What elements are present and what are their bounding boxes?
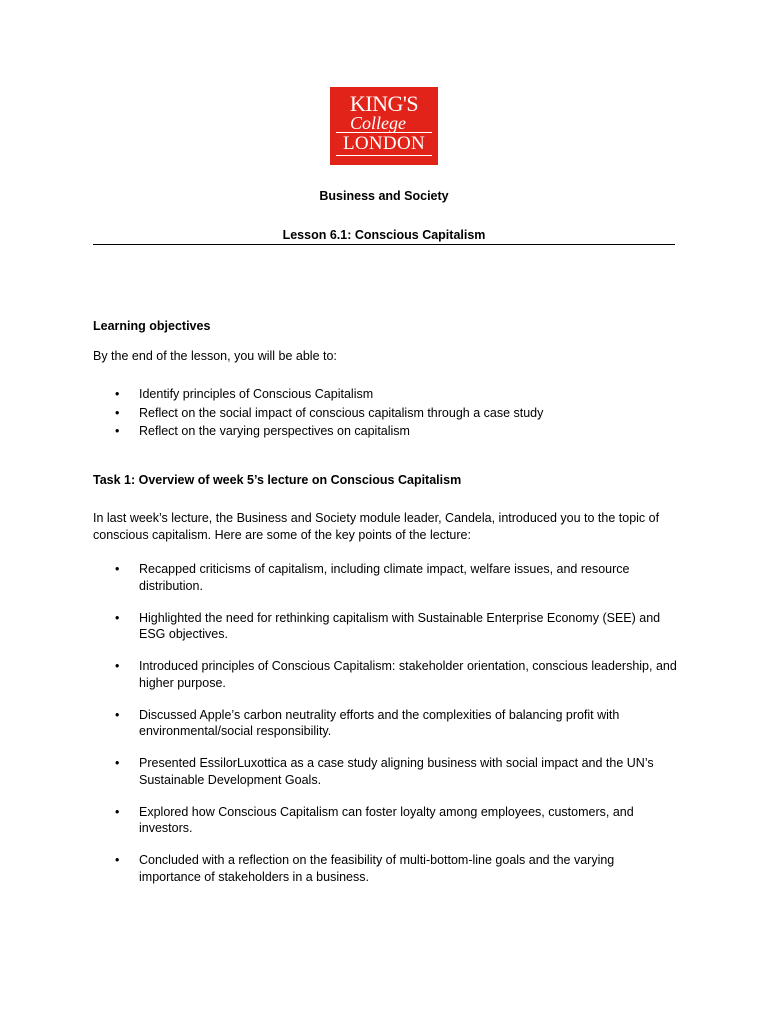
list-item — [93, 707, 678, 740]
bullet-icon: • — [115, 562, 120, 576]
list-item — [93, 422, 678, 441]
list-item — [93, 755, 678, 788]
list-item-text: Recapped criticisms of capitalism, including climate impact, welfare issues, and resource distribution. — [139, 562, 630, 593]
logo-text — [336, 93, 432, 159]
list-item-text: Presented EssilorLuxottica as a case study aligning business with social impact and the UN’s Sustainable Development Goals. — [139, 756, 654, 787]
logo-line-london: LONDON — [336, 132, 432, 156]
list-item-text: Explored how Conscious Capitalism can foster loyalty among employees, customers, and investors. — [139, 804, 634, 835]
list-item — [93, 561, 678, 594]
learning-objectives-list — [93, 385, 678, 441]
learning-objectives-intro: By the end of the lesson, you will be able to: — [93, 349, 337, 363]
task1-heading: Task 1: Overview of week 5’s lecture on Conscious Capitalism — [93, 473, 462, 487]
title-divider — [93, 244, 675, 245]
bullet-icon: • — [115, 610, 120, 625]
list-item-text: Highlighted the need for rethinking capitalism with Sustainable Enterprise Economy (SEE) and ESG objectives. — [139, 610, 661, 641]
bullet-icon: • — [115, 853, 120, 867]
list-item-text: Reflect on the varying perspectives on capitalism — [139, 424, 410, 438]
task1-intro: In last week’s lecture, the Business and Society module leader, Candela, introduced you to the topic of conscious capitalism. Here are some of the key points of the lecture: — [93, 511, 660, 542]
logo-line-college: College — [350, 113, 406, 133]
lecture-key-points-list — [93, 561, 678, 901]
bullet-icon: • — [115, 424, 120, 438]
list-item-text: Concluded with a reflection on the feasibility of multi-bottom-line goals and the varying importance of stakeholders in a business. — [139, 853, 615, 884]
list-item — [93, 404, 678, 423]
bullet-icon: • — [115, 707, 120, 722]
course-title: Business and Society — [319, 189, 449, 203]
list-item-text: Reflect on the social impact of conscious capitalism through a case study — [139, 405, 544, 420]
list-item — [93, 385, 678, 404]
bullet-icon: • — [115, 804, 120, 819]
list-item — [93, 658, 678, 691]
list-item-text: Identify principles of Conscious Capitalism — [139, 387, 374, 401]
list-item — [93, 610, 678, 643]
list-item — [93, 852, 678, 885]
list-item-text: Discussed Apple’s carbon neutrality efforts and the complexities of balancing profit with environmental/social responsibility. — [139, 707, 620, 738]
bullet-icon: • — [115, 756, 120, 770]
list-item — [93, 804, 678, 837]
kings-college-london-logo — [330, 87, 438, 165]
lesson-title: Lesson 6.1: Conscious Capitalism — [282, 228, 486, 242]
bullet-icon: • — [115, 387, 120, 401]
bullet-icon: • — [115, 405, 120, 420]
list-item-text: Introduced principles of Conscious Capitalism: stakeholder orientation, conscious leadership, and higher purpose. — [139, 659, 677, 690]
logo-line-kings: KING'S — [349, 91, 419, 116]
learning-objectives-heading: Learning objectives — [93, 319, 211, 333]
bullet-icon: • — [115, 659, 120, 673]
